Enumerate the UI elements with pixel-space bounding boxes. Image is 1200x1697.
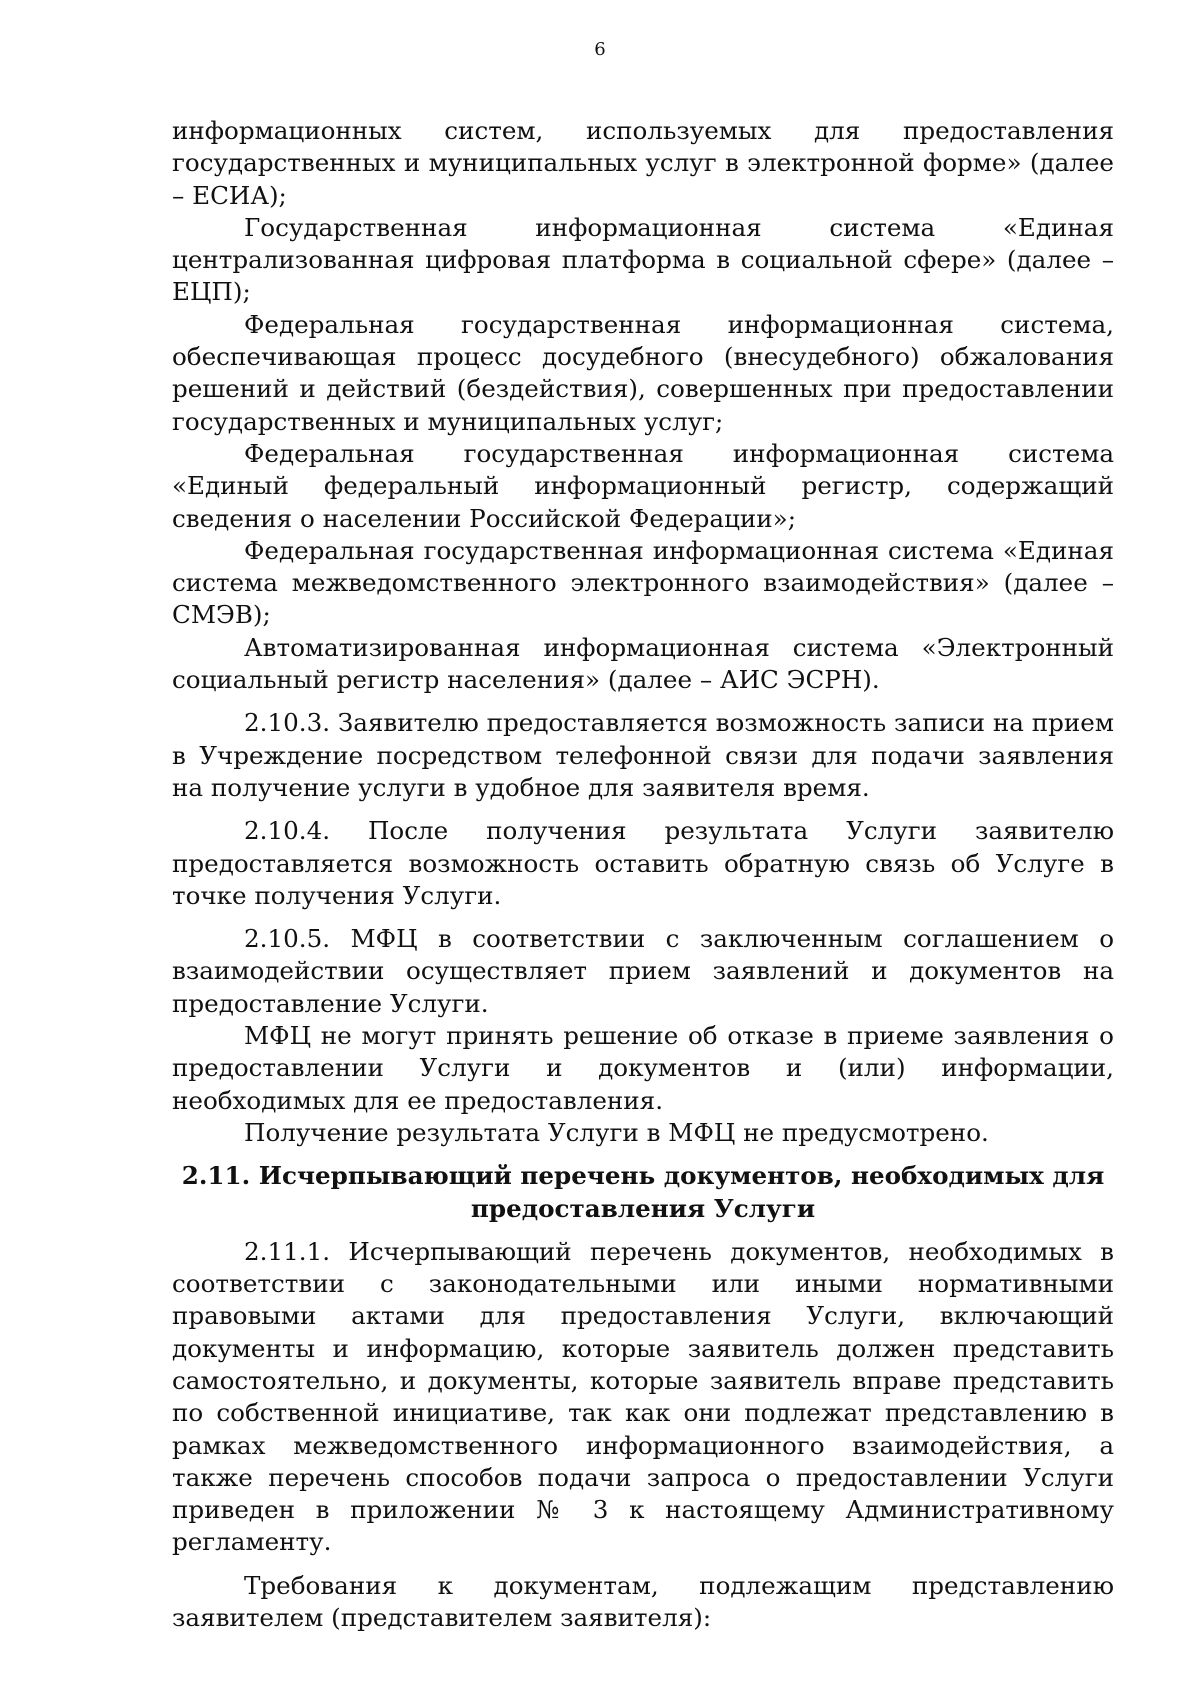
paragraph-mfc-result: Получение результата Услуги в МФЦ не предусмотрено. (244, 1117, 989, 1147)
paragraph-2-10-5: 2.10.5. МФЦ в соответствии с заключенным соглашением о взаимодействии осуществляет прием заявлений и документов на предоставление Услуги. (172, 924, 1114, 1018)
section-heading-2-11: 2.11. Исчерпывающий перечень документов, необходимых для предоставления Услуги (181, 1161, 1105, 1223)
paragraph-mfc-refusal: МФЦ не могут принять решение об отказе в приеме заявления о предоставлении Услуги и документов и (или) информации, необходимых для ее предоставления. (172, 1021, 1114, 1115)
paragraph-2-10-4: 2.10.4. После получения результата Услуги заявителю предоставляется возможность оставить обратную связь об Услуге в точке получения Услуги. (172, 816, 1114, 910)
document-body (172, 115, 1114, 1634)
paragraph-ais-esrn: Автоматизированная информационная система «Электронный социальный регистр населения» (далее – АИС ЭСРН). (172, 632, 1114, 695)
paragraph-appeal-system: Федеральная государственная информационная система, обеспечивающая процесс досудебного (внесудебного) обжалования решений и действий (бездействия), совершенных при предоставлении государственных и муниципальных услуг; (172, 309, 1114, 436)
paragraph-2-10-3: 2.10.3. Заявителю предоставляется возможность записи на прием в Учреждение посредством телефонной связи для подачи заявления на получение услуги в удобное для заявителя время. (172, 708, 1114, 802)
paragraph-document-requirements: Требования к документам, подлежащим представлению заявителем (представителем заявителя): (172, 1570, 1114, 1633)
paragraph-ecp: Государственная информационная система «Единая централизованная цифровая платформа в социальной сфере» (далее – ЕЦП); (172, 212, 1114, 307)
paragraph-population-register: Федеральная государственная информационная система «Единый федеральный информационный регистр, содержащий сведения о населении Российской Федерации»; (172, 438, 1114, 533)
page-number: 6 (594, 39, 606, 60)
paragraph-esia-continuation: информационных систем, используемых для предоставления государственных и муниципальных услуг в электронной форме» (далее – ЕСИА); (172, 116, 1114, 210)
paragraph-2-11-1: 2.11.1. Исчерпывающий перечень документов, необходимых в соответствии с законодательными или иными нормативными правовыми актами для предоставления Услуги, включающий документы и информацию, которые заявитель должен представить самостоятельно, и документы, которые заявитель вправе представить по собственной инициативе, так как они подлежат представлению в рамках межведомственного информационного взаимодействия, а также перечень способов подачи запроса о предоставлении Услуги приведен в приложении № 3 к настоящему Административному регламенту. (172, 1236, 1114, 1557)
paragraph-smev: Федеральная государственная информационная система «Единая система межведомственного электронного взаимодействия» (далее – СМЭВ); (172, 535, 1114, 630)
